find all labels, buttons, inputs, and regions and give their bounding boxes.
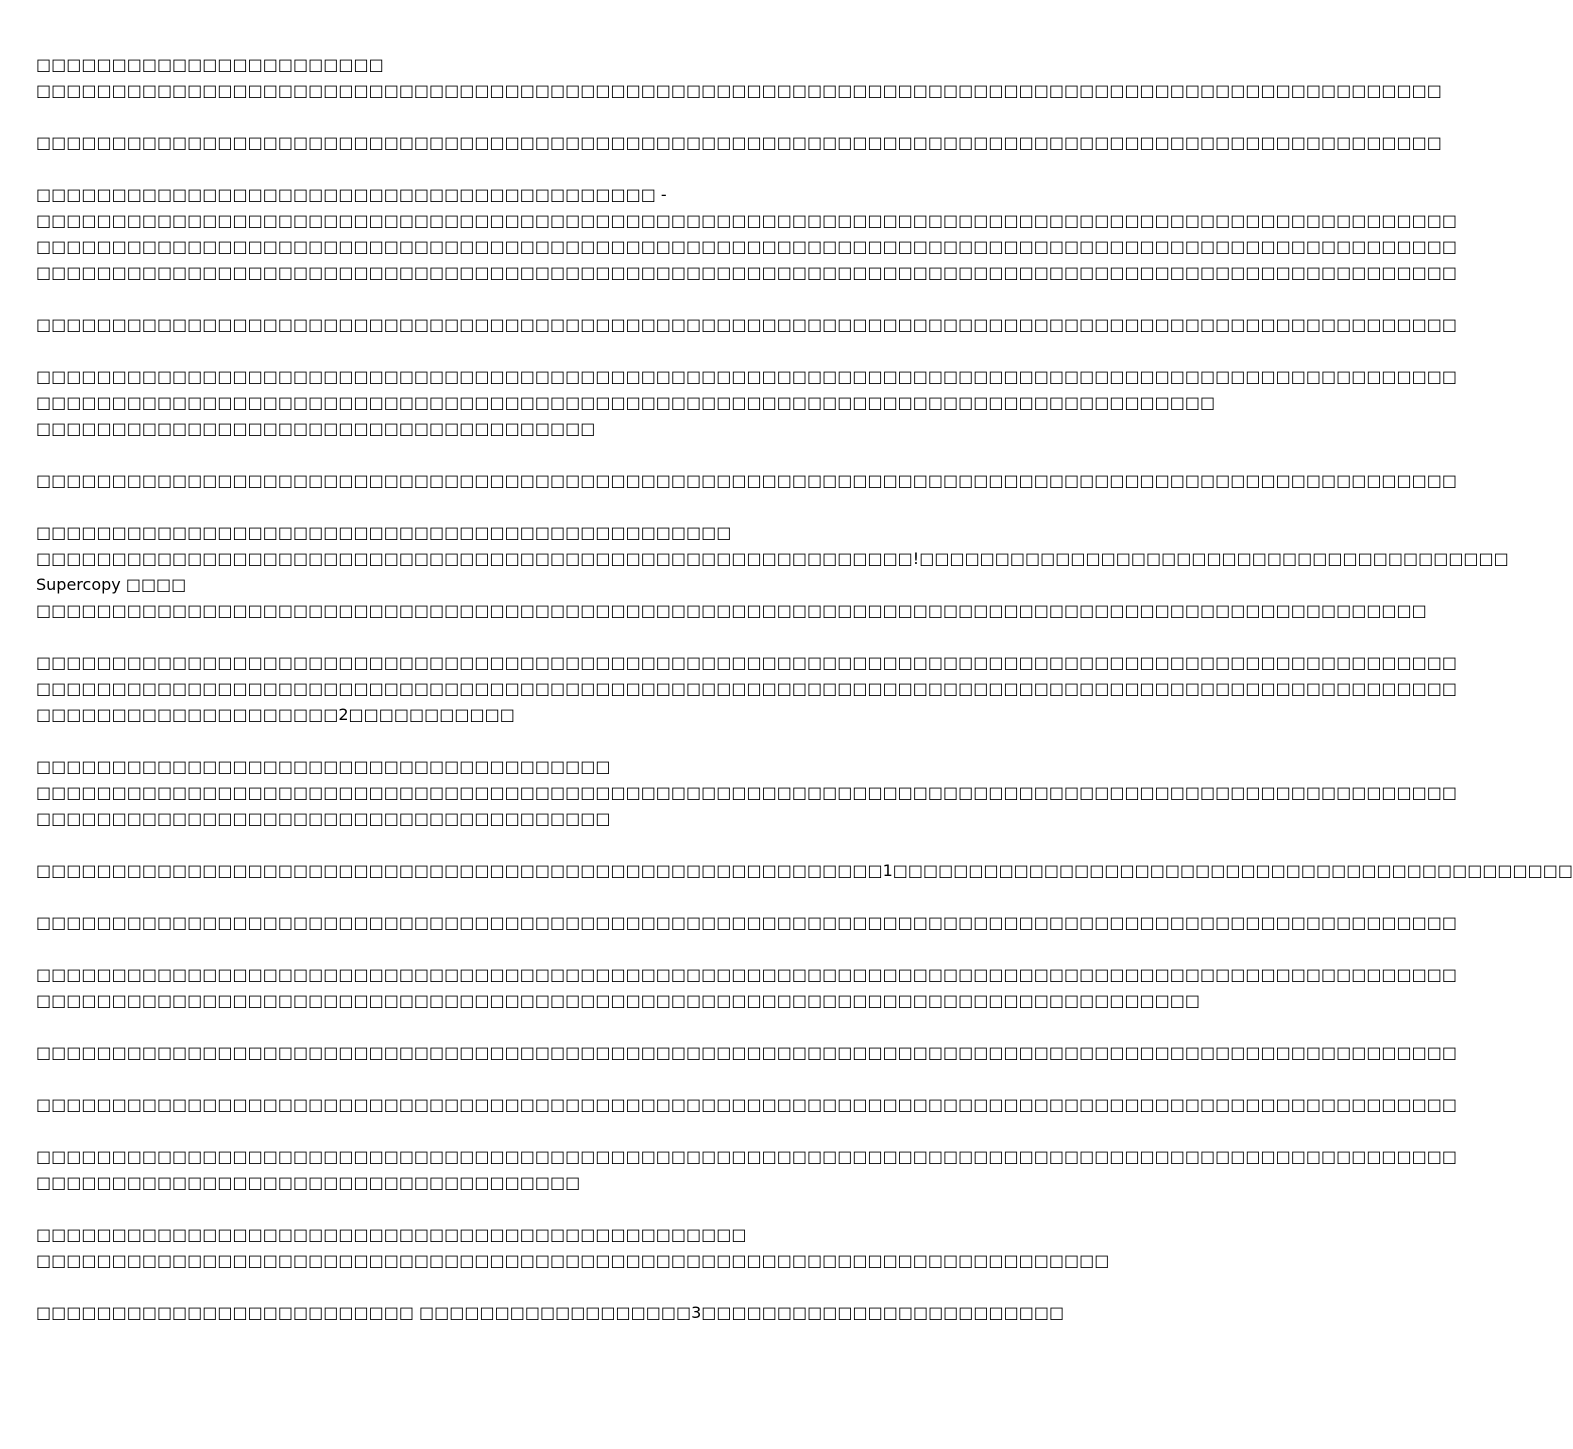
text-line: □□□□□□□□□□□□□□□□□□□□□□□□□□□□□□□□□□□□□□□□□□□□□□□□□□□□□□□□□□□□□□□□□□□□□□□□□□□□□□□□□□□□□□□□□□□□□□ [36,653,1458,672]
text-line: □□□□□□□□□□□□□□□□□□□□□□□□□□□□□□□□□□□□□□ [36,757,611,776]
text-line: □□□□□□□□□□□□□□□□□□□□□□□□□□□□□□□□□□□□□□□□□□□□□□□□□□□□□□□□□□□□□□□□□□□□□□□ [36,1251,1110,1270]
text-line: Supercopy □□□□ [36,575,187,594]
text-line: □□□□□□□□□□□□□□□□□□□□□□□□□□□□□□□□□□□□□□□□□□□□□□□□□□□□□□□□□□□□□□□□□□□□□□□□□□□□□□□□□□□□□□□□□□□□□□ [36,783,1458,802]
text-line: □□□□□□□□□□□□□□□□□□□□□□□□□□□□□□□□□□□□□□□□□□□□□□□□□□□□□□□□□□□□□□□□□□□□□□□□□□□□□□□□□□□□□□□□□□□□ [36,601,1427,620]
text-line: □□□□□□□□□□□□□□□□□□□□□□□□□□□□□□□□□□□□□□□□□□□□□□□□□□□□□□□□□□□□□□□□□□□□□□□□□□□□□□□□□□□□□□□□□□□□□□ [36,1095,1458,1114]
paragraph [36,1040,1458,1066]
text-line: □□□□□□□□□□□□□□□□□□□□□□□□□□□□□□□□□□□□□□□□□□□□□□□□□□□□□□□□□□□□□□□□□□□□□□□□□□□□□□□□□□□□□□□□□□□□□ [36,133,1442,152]
paragraph [36,182,1458,286]
text-line: □□□□□□□□□□□□□□□□□□□□□□□□□□□□□□□□□□□□□□□□□□□□□□□□□□□□□□□□□□□□□□□□□□□□□□□□□□□□□□□□□□□□□□□□□□□□□□ [36,1043,1458,1062]
text-line: □□□□□□□□□□□□□□□□□□□□□□□□□□□□□□□□□□□□□□□□□□□□□□□□□□□□□□□□□□□□□□□□□□□□□□□□□□□□□□□□□□□□□□□□□□□□□□ [36,211,1458,230]
text-line: □□□□□□□□□□□□□□□□□□□□2□□□□□□□□□□□ [36,705,515,724]
paragraph [36,962,1458,1014]
paragraph [36,520,1509,624]
text-line: □□□□□□□□□□□□□□□□□□□□□□□□□□□□□□□□□□□□□□□□□□□□□□□□□□□□□□□□□□□□□□□□□□□□□□□□□□□□□□□□□□□□□□□□□□□□□□ [36,1147,1458,1166]
paragraph [36,754,1458,832]
text-line: □□□□□□□□□□□□□□□□□□□□□□□□□□□□□□□□□□□□□□□□□□□□□□□ [36,1225,747,1244]
text-line: □□□□□□□□□□□□□□□□□□□□□□□□□□□□□□□□□□□□□□□□□□□□□□□□□□□□□□□□1□□□□□□□□□□□□□□□□□□□□□□□□□□□□□□□□□□□□□□□□□□□□□ [36,861,1573,880]
text-line: □□□□□□□□□□□□□□□□□□□□□□□□□□□□□□□□□□□□□□□□□□□□□□□□□□□□□□□□□□□□□□□□□□□□□□□□□□□□□□□□□□□□□□□□□□□□□□ [36,237,1458,256]
paragraph [36,52,1442,104]
text-line: □□□□□□□□□□□□□□□□□□□□□□□□□□□□□□□□□□□□□□□□□□□□□□□□□□□□□□□□□□□□□□□□□□□□□□□□□□□□□□□□□□□□□□□□□□□□□□ [36,263,1458,282]
text-line: □□□□□□□□□□□□□□□□□□□□□□□□□□□□□□□□□□□□□□□□□□□□□□□□□□□□□□□□□□□□□□□□□□□□□□□□□□□□□□□□□□□□□□□□□□□□□□ [36,471,1458,490]
text-line: □□□□□□□□□□□□□□□□□□□□□□□□□□□□□□□□□□□□□□□□□□□□□□□□□□□□□□□□□□□□□□□□□□□□□□□□□□□□□□□□□□□□□□□□□□□□□ [36,81,1442,100]
text-line: □□□□□□□□□□□□□□□□□□□□□□□□□□□□□□□□□□□□□□ [36,809,611,828]
paragraph [36,1222,1110,1274]
paragraph [36,1300,1065,1326]
text-line: □□□□□□□□□□□□□□□□□□□□□□□□□□□□□□□□□□□□□□□□□□□□□□□□□□□□□□□□□□□□□□□□□□□□□□□□□□□□□□□□□□□□□□□□□□□□□□ [36,679,1458,698]
text-line: □□□□□□□□□□□□□□□□□□□□□□□□□□□□□□□□□□□□□□□□□□□□□□□□□□□□□□□□□□□□□□□□□□□□□□□□□□□□□ [36,991,1201,1010]
paragraph [36,130,1442,156]
text-line: □□□□□□□□□□□□□□□□□□□□□□□ [36,55,384,74]
paragraph [36,858,1573,884]
paragraph [36,1144,1458,1196]
paragraph [36,468,1458,494]
text-line: □□□□□□□□□□□□□□□□□□□□□□□□□□□□□□□□□□□□□□□□□□□□□□□□□□□□□□□□□□□□□□□□□□□□□□□□□□□□□□□□□□□□□□□□□□□□□□ [36,315,1458,334]
text-line: □□□□□□□□□□□□□□□□□□□□□□□□□□□□□□□□□□□□□□□□□□□□□□□□□□□□□□□□□□□□□□□□□□□□□□□□□□□□□□□□□□□□□□□□□□□□□□ [36,913,1458,932]
paragraph [36,910,1458,936]
text-line: □□□□□□□□□□□□□□□□□□□□□□□□□□□□□□□□□□□□□□□□□□□□□□ [36,523,732,542]
text-line: □□□□□□□□□□□□□□□□□□□□□□□□□□□□□□□□□□□□□□□□□□□□□□□□□□□□□□□□□□□□□□□□□□□□□□□□□□□□□□□□□□□□□□□□□□□□□□ [36,965,1458,984]
text-line: □□□□□□□□□□□□□□□□□□□□□□□□□□□□□□□□□□□□□□□□□□□□□□□□□□□□□□□□□□□□□□□□□□□□□□□□□□□□□□ [36,393,1216,412]
text-line: □□□□□□□□□□□□□□□□□□□□□□□□□ □□□□□□□□□□□□□□□□□□3□□□□□□□□□□□□□□□□□□□□□□□□ [36,1303,1065,1322]
text-line: □□□□□□□□□□□□□□□□□□□□□□□□□□□□□□□□□□□□□ [36,419,596,438]
text-line: □□□□□□□□□□□□□□□□□□□□□□□□□□□□□□□□□□□□□□□□□ - [36,185,667,204]
text-line: □□□□□□□□□□□□□□□□□□□□□□□□□□□□□□□□□□□□□□□□□□□□□□□□□□□□□□□□□□!□□□□□□□□□□□□□□□□□□□□□□□□□□□□□□□□□□□□□□□ [36,549,1509,568]
document-body [36,52,1573,1352]
paragraph [36,312,1458,338]
paragraph [36,650,1458,728]
paragraph [36,364,1458,442]
paragraph [36,1092,1458,1118]
text-line: □□□□□□□□□□□□□□□□□□□□□□□□□□□□□□□□□□□□ [36,1173,581,1192]
text-line: □□□□□□□□□□□□□□□□□□□□□□□□□□□□□□□□□□□□□□□□□□□□□□□□□□□□□□□□□□□□□□□□□□□□□□□□□□□□□□□□□□□□□□□□□□□□□□ [36,367,1458,386]
